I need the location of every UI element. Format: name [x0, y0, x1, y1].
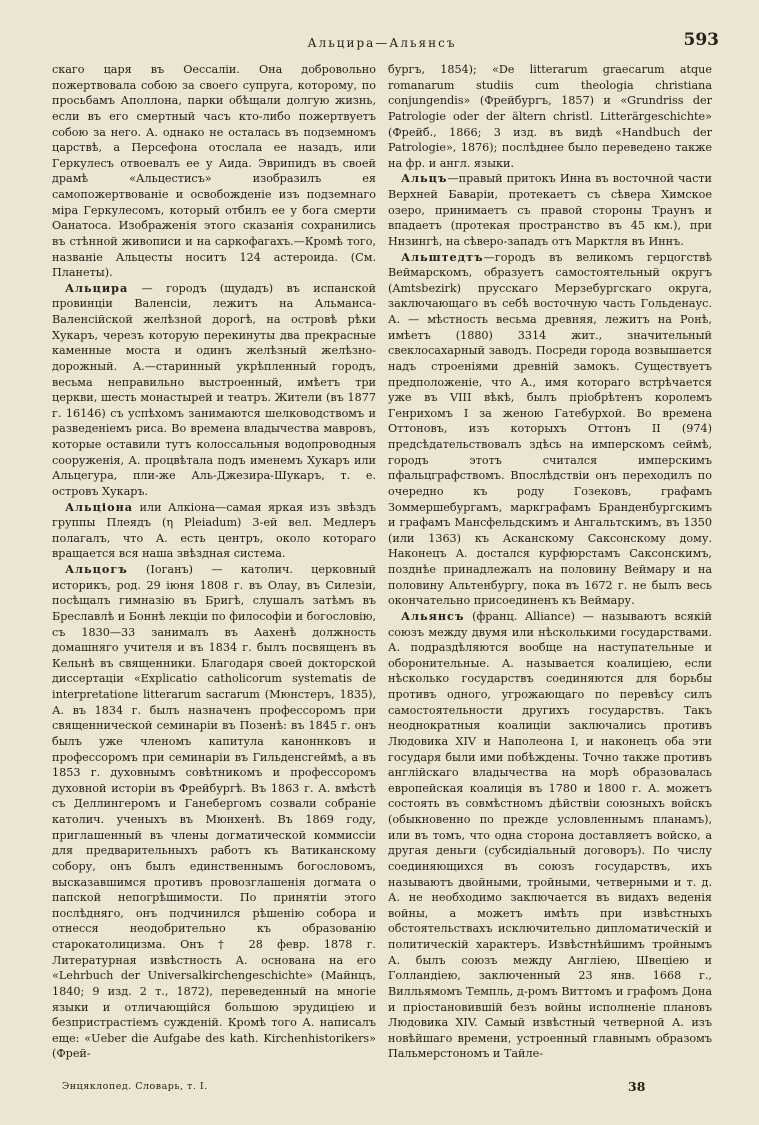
article-alzog [52, 562, 376, 1062]
running-head [45, 30, 719, 56]
article-text: (франц. Alliance) — называютъ всякій союзъ между двумя или нѣсколькими государствами. А. подраздѣляются вообще на наступательные и оборонительные. А. называется коалиціею, если нѣсколько государствъ соединяются для борьбы противъ одного, угрожающаго по перевѣсу силъ самостоятельности другихъ государствъ. Такъ неоднократныя коалиціи заключались противъ Людовика XIV и Наполеона I, и наконецъ оба эти государя были ими побѣждены. Точно также противъ англійскаго владычества на морѣ образовалась европейская коалиція въ 1780 и 1800 г. А. можетъ состоять въ совмѣстномъ дѣйствіи союзныхъ войскъ (обыкновенно по прежде условленнымъ планамъ), или въ томъ, что одна сторона доставляетъ войско, а другая деньги (субсидіальный договоръ). По числу соединяющихся въ союзъ государствъ, ихъ называютъ двойными, тройными, четверными и т. д. А. не необходимо заключается въ видахъ веденія войны, а можетъ имѣть при извѣстныхъ обстоятельствахъ исключительно дипломатическій и политическій характеръ. Извѣстнѣйшимъ тройнымъ А. былъ союзъ между Англіею, Швеціею и Голландіею, заключенный 23 янв. 1668 г., Вилльямомъ Темпль, д-ромъ Виттомъ и графомъ Дона и пріостановившій безъ войны исполненіе плановъ Людовика XIV. Самый извѣстный четверной А. изъ новѣйшаго времени, устроенный главнымъ образомъ Пальмерстономъ и Тайле- [388, 609, 712, 1061]
paragraph-text: скаго царя въ Оессаліи. Она добровольно пожертвовала собою за своего супруга, которому, по просьбамъ Аполлона, парки обѣщали долгую жизнь, если въ его смертный часъ кто-либо пожертвуетъ собою за него. А. однако не осталась въ подземномъ царствѣ, а Персефона отослала ее назадъ, или Геркулесъ отвоевалъ ее у Аида. Эврипидъ въ своей драмѣ «Альцестисъ» изобразилъ ея самопожертвованіе и освобожденіе изъ подземнаго міра Геркулесомъ, который отбилъ ее у бога смерти Оанатоса. Изображенія этого сказанія сохранились въ стѣнной живописи и на саркофагахъ.—Кромѣ того, названіе Альцесты носитъ 124 астероида. (См. Планеты). [52, 63, 376, 280]
article-alcira [52, 281, 376, 500]
article-headword: Альцира [65, 280, 129, 295]
article-alliance [388, 609, 712, 1062]
article-headword: Альціона [65, 499, 134, 514]
running-title: Альцира—Альянсъ [307, 36, 457, 50]
sheet-number: 38 [628, 1079, 646, 1094]
article-text: (Іоганъ) — католич. церковный историкъ, род. 29 іюня 1808 г. въ Олау, въ Силезіи, посѣщалъ гимназію въ Бригѣ, слушалъ затѣмъ въ Бреславлѣ и Боннѣ лекціи по философіи и богословію, съ 1830—33 занималъ въ Аахенѣ должность домашняго учителя и въ 1834 г. былъ посвященъ въ Кельнѣ въ священники. Благодаря своей докторской диссертаціи «Explicatio catholicorum systematis de interpretatione litterarum sacrarum (Мюнстеръ, 1835), А. въ 1834 г. былъ назначенъ профессоромъ при священнической семинаріи въ Позенѣ: въ 1845 г. онъ былъ уже членомъ капитула каноннковъ и профессоромъ при семинаріи въ Гильденсгеймѣ, а въ 1853 г. духовнымъ совѣтникомъ и профессоромъ духовной исторіи въ Фрейбургѣ. Въ 1863 г. А. вмѣстѣ съ Деллингеромъ и Ганебергомъ созвали собраніе католич. ученыхъ въ Мюнхенѣ. Въ 1869 году, приглашенный въ члены догматической коммиссіи для предварительныхъ работъ къ Ватиканскому собору, онъ былъ единственнымъ богословомъ, высказавшимся противъ провозглашенія догмата о папской непогрѣшимости. По принятіи этого послѣдняго, онъ подчинился рѣшенію собора и отнесся неодобрительно къ образованію старокатолицизма. Онъ † 28 февр. 1878 г. Литературная извѣстность А. основана на его «Lehrbuch der Universalkirchengeschichte» (Майнцъ, 1840; 9 изд. 2 т., 1872), переведенный на многіе языки и отличающійся большою эрудиціею и безпристрастіемъ сужденій. Кромѣ того А. написалъ еще: «Ueber die Aufgabe des kath. Kirchenhistorikers» (Фрей- [52, 563, 376, 1061]
article-headword: Альцогъ [65, 562, 128, 576]
paragraph-text: бургъ, 1854); «De litterarum graecarum atque romanarum studiis cum theologia christiana conjungendis» (Фрейбургъ, 1857) и «Grundriss der Patrologie oder der ältern christl. Litterärgeschichte» (Фрейб., 1866; 3 изд. въ видѣ «Handbuch der Patrologie», 1876); послѣднее было переведено также на фр. и англ. языки. [388, 63, 712, 170]
article-text: или Алкіона—самая яркая изъ звѣздъ группы Плеядъ (η Pleiadum) 3-ей вел. Медлеръ полагалъ, что А. есть центръ, около котораго вращается вся наша звѣздная система. [52, 500, 376, 561]
page-number: 593 [683, 30, 719, 50]
article-text: — городъ (щудадъ) въ испанской провинціи Валенсіи, лежитъ на Альманса-Валенсійской желѣзной дорогѣ, на островѣ рѣки Хукаръ, черезъ которую перекинуты два прекрасные каменные моста и одинъ желѣзный желѣзно-дорожный. А.—старинный укрѣпленный городъ, весьма неправильно выстроенный, имѣетъ три церкви, шесть монастырей и театръ. Жители (въ 1877 г. 16146) съ успѣхомъ занимаются шелководствомъ и разведеніемъ риса. Во времена владычества мавровъ, которые оставили тутъ колоссальныя водопроводныя сооруженія, А. процвѣтала подъ именемъ Хукаръ или Альцегура, пли-же Аль-Джезира-Шукаръ, т. е. островъ Хукаръ. [52, 281, 376, 498]
article-continuation [388, 62, 712, 171]
right-column [388, 62, 712, 1062]
article-allstedt [388, 250, 712, 609]
article-alcyone [52, 500, 376, 563]
printer-signature: Энцяклопед. Словарь, т. I. [62, 1081, 208, 1092]
article-headword: Альцъ [401, 171, 448, 186]
article-continuation [52, 62, 376, 281]
left-column [52, 62, 376, 1062]
article-headword: Альштедтъ [401, 249, 484, 264]
article-alz [388, 171, 712, 249]
article-text: —городъ въ великомъ герцогствѣ Веймарскомъ, образуетъ самостоятельный округъ (Amtsbezirk) прусскаго Мерзебургскаго округа, заключающаго въ себѣ восточную часть Гольденаус. А. — мѣстность весьма древняя, лежитъ на Ронѣ, имѣетъ (1880) 3314 жит., значительный свеклосахарный заводъ. Посреди города возвышается надъ строеніями древній замокъ. Существуетъ предположеніе, что А., имя котораго встрѣчается уже въ VIII вѣкѣ, былъ пріобрѣтенъ королемъ Генрихомъ I за женою Гатебурхой. Во времена Оттоновъ, изъ которыхъ Оттонъ II (974) предсѣдательствовалъ здѣсь на имперскомъ сеймѣ, городъ этотъ считался имперскимъ пфальцграфствомъ. Впослѣдствіи онъ переходилъ по очередно къ роду Гозековъ, графамъ Зоммершебургамъ, маркграфамъ Бранденбургскимъ и графамъ Мансфельдскимъ и Ангальтскимъ, въ 1350 (или 1363) къ Асканскому Саксонскому дому. Наконецъ А. достался курфюрстамъ Саксонскимъ, позднѣе принадлежалъ на половину Веймару и на половину Альтенбургу, пока въ 1672 г. не былъ весь окончательно присоединенъ къ Веймару. [388, 250, 712, 608]
article-headword: Альянсъ [401, 608, 465, 623]
article-text: —правый притокъ Инна въ восточной части Верхней Баваріи, протекаетъ съ сѣвера Химское озеро, принимаетъ съ правой стороны Траунъ и впадаетъ (протекая пространство въ 45 км.), при Ннзингѣ, на сѣверо-западъ отъ Марктля въ Иннъ. [388, 172, 712, 248]
